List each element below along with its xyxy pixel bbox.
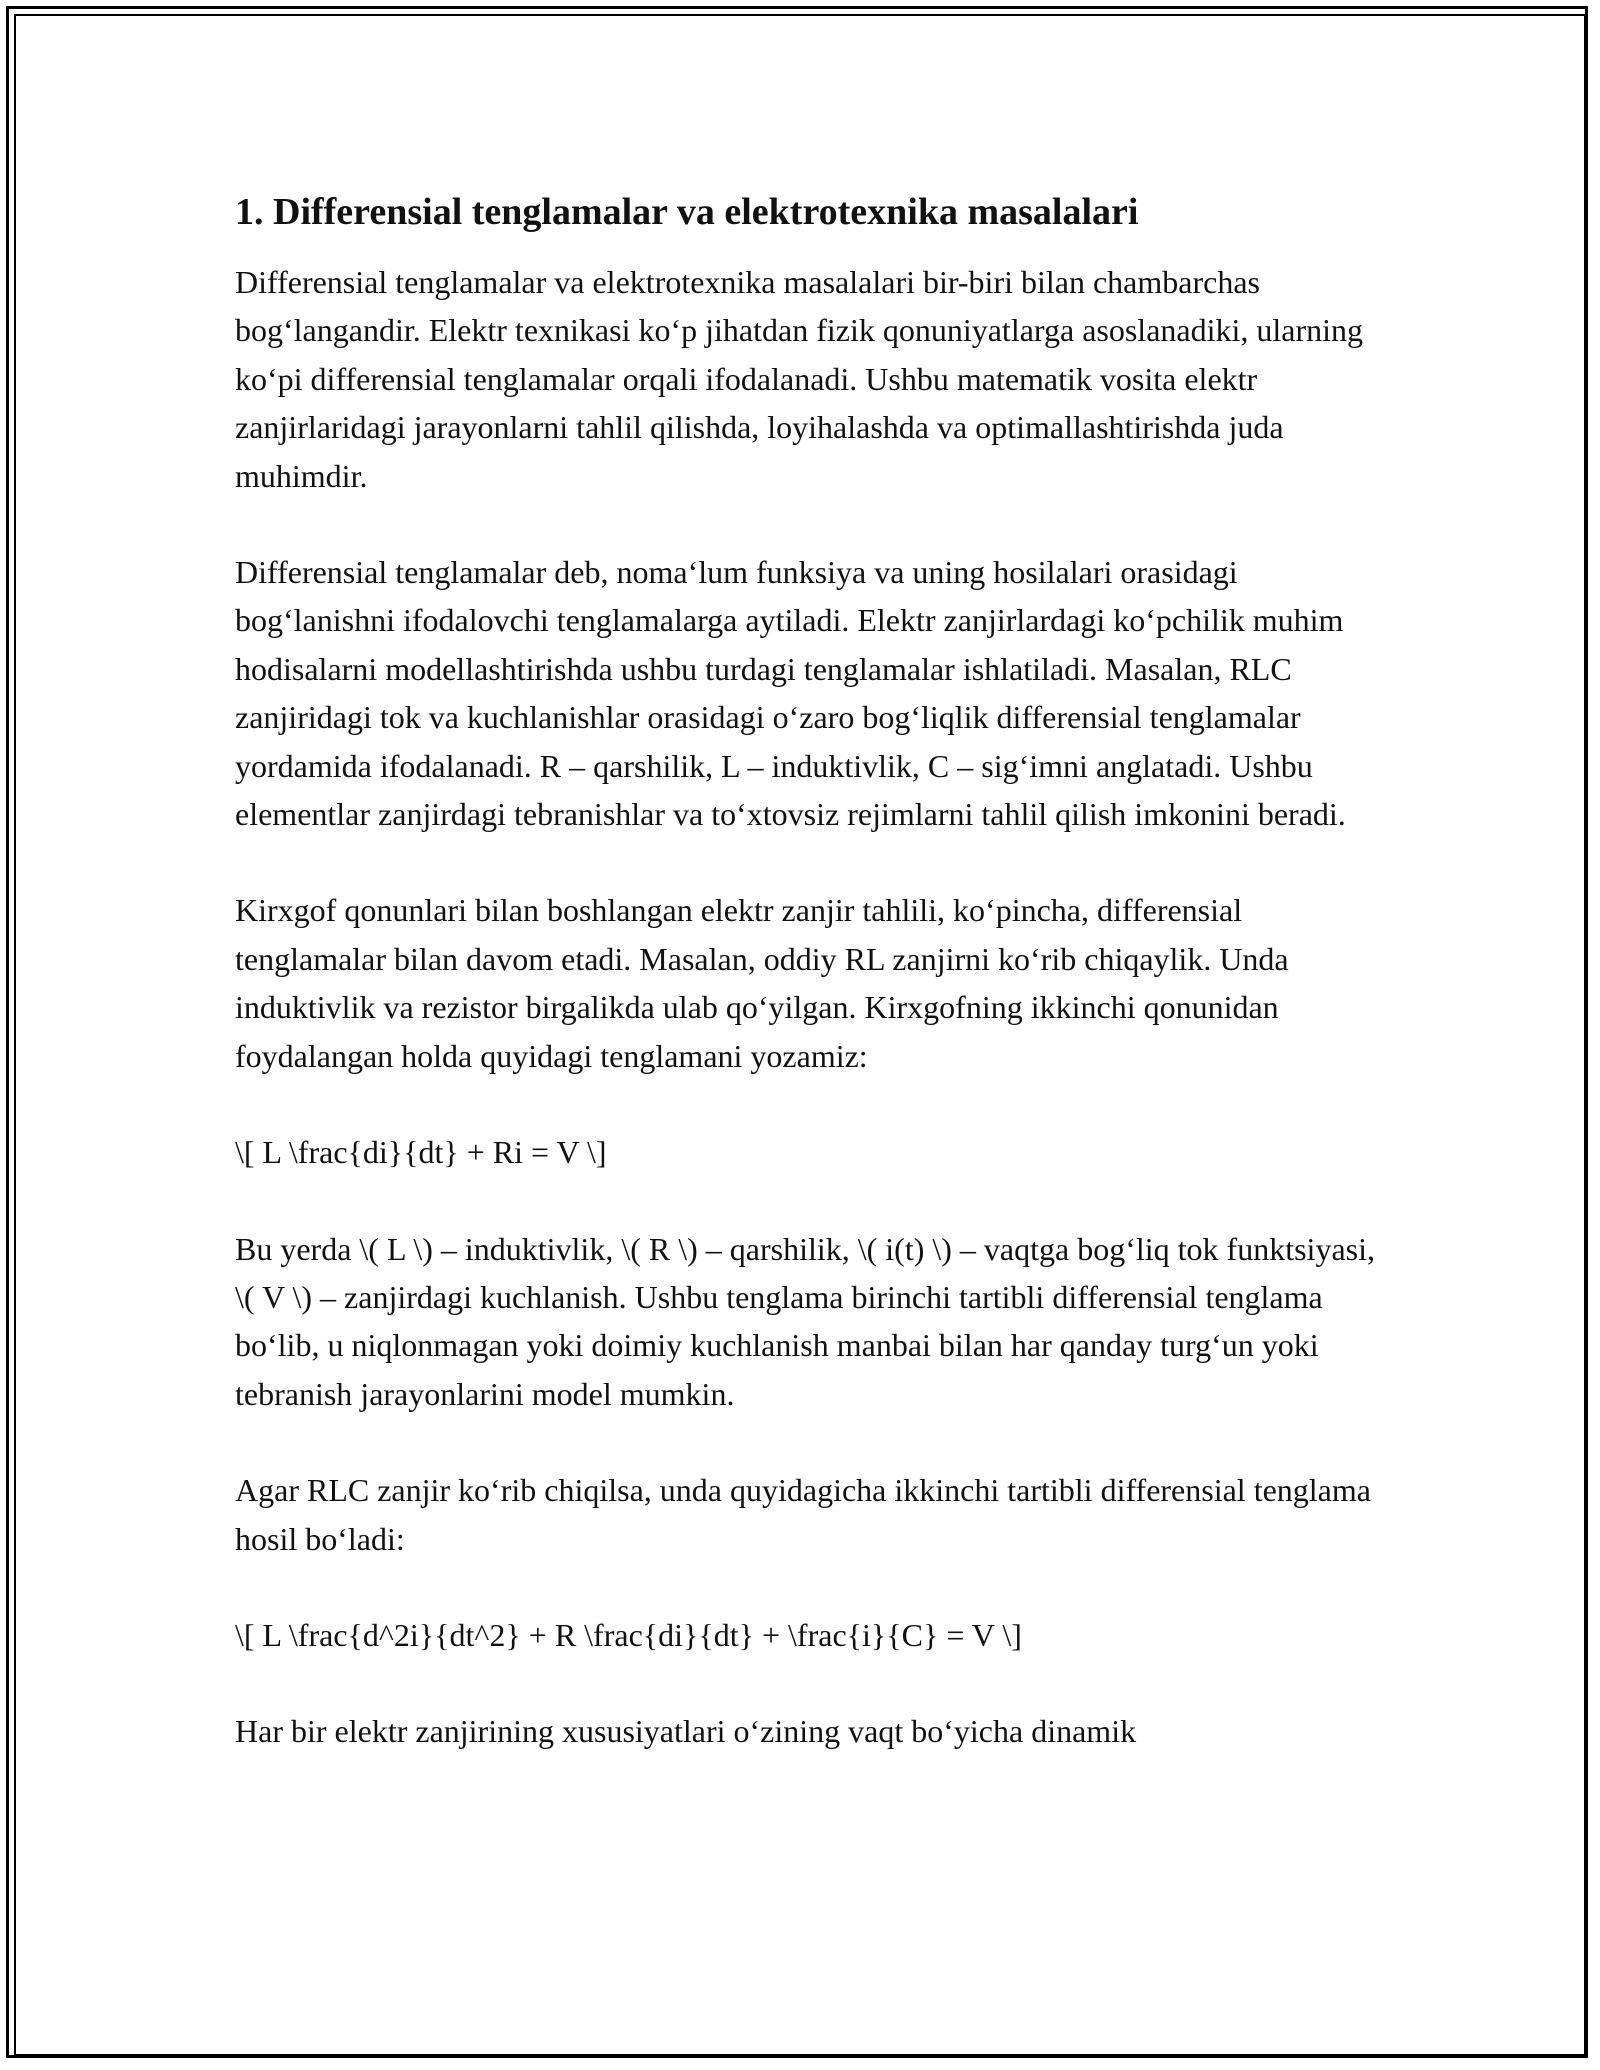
paragraph-intro: Differensial tenglamalar va elektrotexnika masalalari bir-biri bilan chambarchas bog‘langandir. Elektr texnikasi ko‘p jihatdan fizik qonuniyatlarga asoslanadiki, ularning ko‘pi differensial tenglamalar orqali ifodalanadi. Ushbu matematik vosita elektr zanjirlaridagi jarayonlarni tahlil qilishda, loyihalashda va optimallashtirishda juda muhimdir.	[235, 264, 1364, 494]
section-heading: 1. Differensial tenglamalar va elektrotexnika masalalari	[235, 191, 1139, 233]
paragraph-kirchhoff: Kirxgof qonunlari bilan boshlangan elektr zanjir tahlili, ko‘pincha, differensial tenglamalar bilan davom etadi. Masalan, oddiy RL zanjirni ko‘rib chiqaylik. Unda induktivlik va rezistor birgalikda ulab qo‘yilgan. Kirxgofning ikkinchi qonunidan foydalangan holda quyidagi tenglamani yozamiz:	[235, 892, 1289, 1074]
equation-rl: \[ L \frac{di}{dt} + Ri = V \]	[235, 1134, 607, 1171]
paragraph-closing: Har bir elektr zanjirining xususiyatlari o‘zining vaqt bo‘yicha dinamik	[235, 1713, 1137, 1750]
document-body	[235, 188, 1385, 1804]
paragraph-definition: Differensial tenglamalar deb, noma‘lum funksiya va uning hosilalari orasidagi bog‘lanishni ifodalovchi tenglamalarga aytiladi. Elektr zanjirlardagi ko‘pchilik muhim hodisalarni modellashtirishda ushbu turdagi tenglamalar ishlatiladi. Masalan, RLC zanjiridagi tok va kuchlanishlar orasidagi o‘zaro bog‘liqlik differensial tenglamalar yordamida ifodalanadi. R – qarshilik, L – induktivlik, C – sig‘imni anglatadi. Ushbu elementlar zanjirdagi tebranishlar va to‘xtovsiz rejimlarni tahlil qilish imkonini beradi.	[235, 554, 1346, 833]
equation-rlc: \[ L \frac{d^2i}{dt^2} + R \frac{di}{dt} + \frac{i}{C} = V \]	[235, 1616, 1022, 1653]
paragraph-rlc-intro: Agar RLC zanjir ko‘rib chiqilsa, unda quyidagicha ikkinchi tartibli differensial tenglama hosil bo‘ladi:	[235, 1472, 1371, 1557]
paragraph-rl-explanation: Bu yerda \( L \) – induktivlik, \( R \) – qarshilik, \( i(t) \) – vaqtga bog‘liq tok funktsiyasi, \( V \) – zanjirdagi kuchlanish. Ushbu tenglama birinchi tartibli differensial tenglama bo‘lib, u niqlonmagan yoki doimiy kuchlanish manbai bilan har qanday turg‘un yoki tebranish jarayonlarini model mumkin.	[235, 1230, 1375, 1412]
